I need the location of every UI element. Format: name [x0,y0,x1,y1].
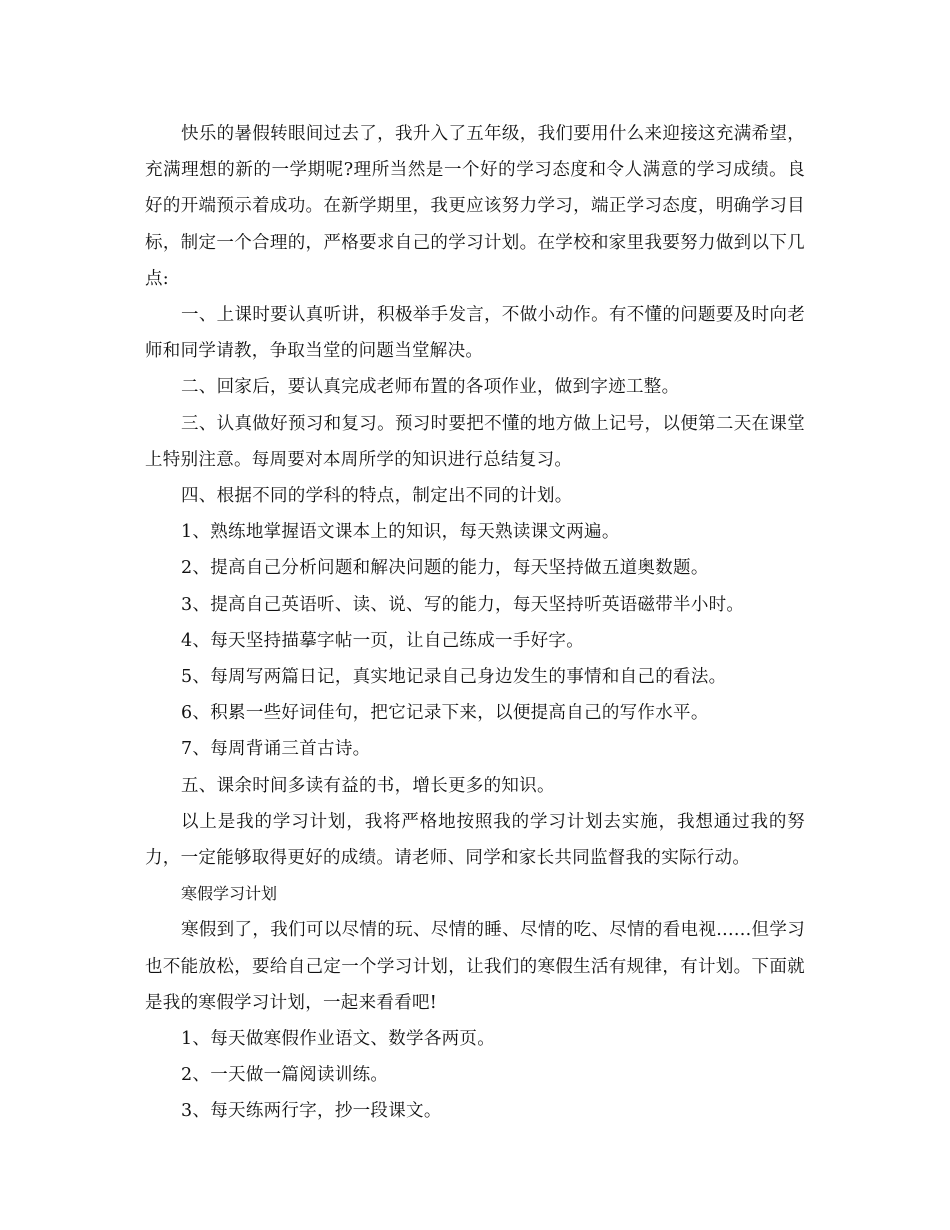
intro-paragraph: 快乐的暑假转眼间过去了，我升入了五年级，我们要用什么来迎接这充满希望，充满理想的新的一学期呢?理所当然是一个好的学习态度和令人满意的学习成绩。良好的开端预示着成功。在新学期里，我更应该努力学习，端正学习态度，明确学习目标，制定一个合理的，严格要求自己的学习计划。在学校和家里我要努力做到以下几点: [145,124,805,289]
plan-item-4: 四、根据不同的学科的特点，制定出不同的计划。 [181,486,573,507]
plan-item-3: 三、认真做好预习和复习。预习时要把不懂的地方做上记号，以便第二天在课堂上特别注意。每周要对本周所学的知识进行总结复习。 [145,413,805,470]
plan-item-1: 一、上课时要认真听讲，积极举手发言，不做小动作。有不懂的问题要及时向老师和同学请教，争取当堂的问题当堂解决。 [145,305,805,362]
winter-item-1: 1、每天做寒假作业语文、数学各两页。 [181,1029,496,1050]
conclusion-paragraph: 以上是我的学习计划，我将严格地按照我的学习计划去实施，我想通过我的努力，一定能够取得更好的成绩。请老师、同学和家长共同监督我的实际行动。 [145,811,805,869]
subject-item-2: 2、提高自己分析问题和解决问题的能力，每天坚持做五道奥数题。 [181,558,709,579]
section-title: 寒假学习计划 [181,884,278,904]
document-body [145,116,805,1130]
subject-item-7: 7、每周背诵三首古诗。 [181,739,371,760]
subject-item-6: 6、积累一些好词佳句，把它记录下来，以便提高自己的写作水平。 [181,703,709,724]
winter-intro-paragraph: 寒假到了，我们可以尽情的玩、尽情的睡、尽情的吃、尽情的看电视......但学习也不能放松，要给自己定一个学习计划，让我们的寒假生活有规律，有计划。下面就是我的寒假学习计划，一起来看看吧! [145,920,805,1013]
subject-item-1: 1、熟练地掌握语文课本上的知识，每天熟读课文两遍。 [181,522,620,543]
subject-item-3: 3、提高自己英语听、读、说、写的能力，每天坚持听英语磁带半小时。 [181,594,745,615]
plan-item-5: 五、课余时间多读有益的书，增长更多的知识。 [181,775,555,796]
subject-item-5: 5、每周写两篇日记，真实地记录自己身边发生的事情和自己的看法。 [181,667,727,688]
plan-item-2: 二、回家后，要认真完成老师布置的各项作业，做到字迹工整。 [181,377,680,398]
winter-item-3: 3、每天练两行字，抄一段课文。 [181,1101,442,1122]
subject-item-4: 4、每天坚持描摹字帖一页，让自己练成一手好字。 [181,630,585,651]
winter-item-2: 2、一天做一篇阅读训练。 [181,1065,389,1086]
